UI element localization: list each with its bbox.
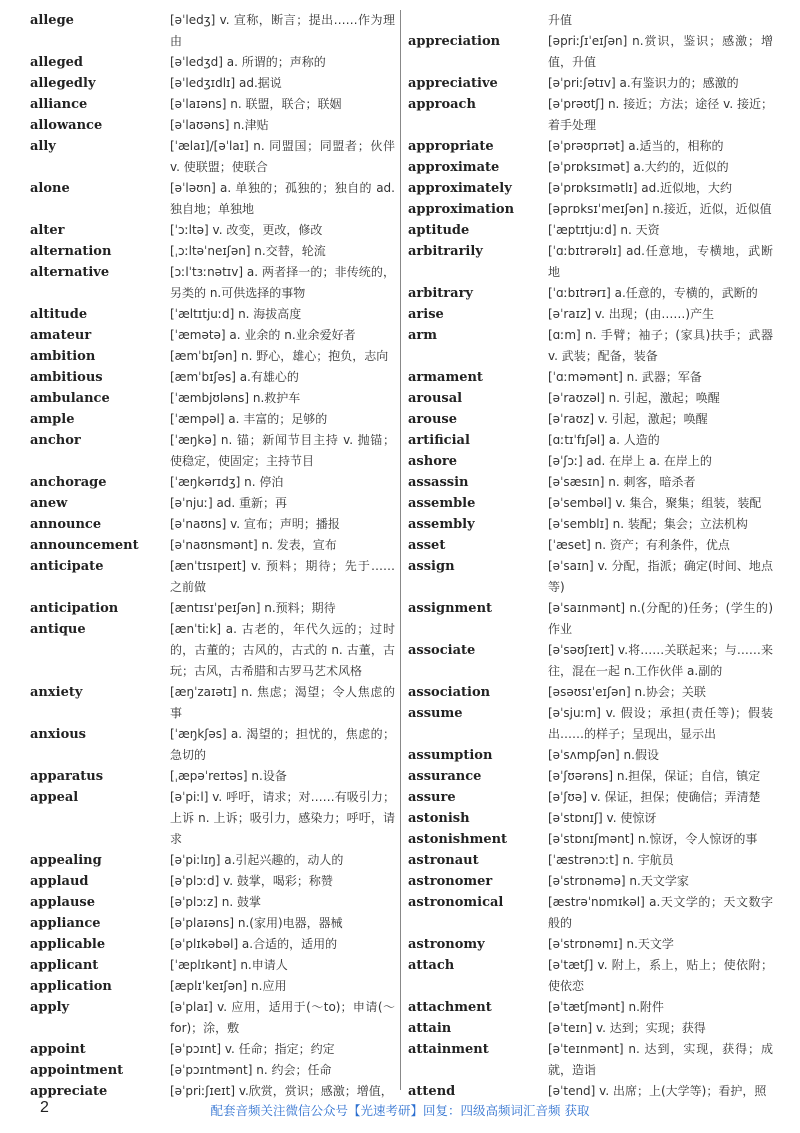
entry-word: assurance [408,769,482,784]
entry-word: associate [408,643,476,658]
entry-definition: [æplɪˈkeɪʃən] n.应用 [170,979,287,993]
entry-definition: [əˈsʌmpʃən] n.假设 [548,748,659,762]
entry-definition: [ˈɑːbɪtrərəlɪ] ad.任意地，专横地，武断地 [548,244,773,279]
dictionary-entry [408,409,773,430]
dictionary-entry [30,136,395,178]
entry-word: ally [30,139,56,154]
entry-word: aptitude [408,223,470,238]
entry-definition: [əpriːʃɪˈeɪʃən] n.赏识，鉴识；感激；增值，升值 [548,34,773,69]
dictionary-entry [30,787,395,850]
entry-definition: [ˈæplɪkənt] n.申请人 [170,958,288,972]
entry-definition: [ˈɑːbɪtrərɪ] a.任意的，专横的，武断的 [548,286,758,300]
entry-definition: [ˈɑːməmənt] n. 武器；军备 [548,370,702,384]
dictionary-entry [408,934,773,955]
entry-definition: [əˈsemblɪ] n. 装配；集会；立法机构 [548,517,748,531]
entry-definition: [əˈnaʊns] v. 宣布；声明；播报 [170,517,340,531]
entry-word: appropriate [408,139,494,154]
entry-word: astonishment [408,832,508,847]
dictionary-entry [30,430,395,472]
entry-definition: [əˈledʒ] v. 宣称，断言；提出……作为理由 [170,13,395,48]
dictionary-entry [408,514,773,535]
dictionary-entry [30,325,395,346]
entry-word: apply [30,1000,70,1015]
dictionary-entry [30,535,395,556]
entry-word: ample [30,412,75,427]
entry-word: announce [30,517,102,532]
dictionary-entry [30,556,395,598]
entry-word: attainment [408,1042,489,1057]
entry-definition: [əˈprɒksɪmət] a.大约的，近似的 [548,160,729,174]
dictionary-entry [30,388,395,409]
dictionary-entry [30,871,395,892]
page-number: 2 [40,1099,49,1116]
dictionary-entry [30,241,395,262]
entry-word: assemble [408,496,476,511]
entry-definition: [əˈlaɪəns] n. 联盟，联合；联姻 [170,97,342,111]
dictionary-entry [408,808,773,829]
entry-word: armament [408,370,483,385]
dictionary-entry [30,997,395,1039]
entry-definition: [əˈstrɒnəmə] n.天文学家 [548,874,689,888]
dictionary-entry [408,220,773,241]
dictionary-entry [408,31,773,73]
entry-word: appreciation [408,34,501,49]
entry-definition: [əˈpɔɪntmənt] n. 约会；任命 [170,1063,332,1077]
entry-word: alleged [30,55,84,70]
entry-word: arbitrary [408,286,473,301]
dictionary-entry [30,598,395,619]
entry-definition: [əˈtætʃ] v. 附上，系上，贴上；使依附；使依恋 [548,958,773,993]
entry-definition: [əˈʃʊə] v. 保证，担保；使确信；弄清楚 [548,790,761,804]
entry-word: altitude [30,307,88,322]
entry-word: assignment [408,601,493,616]
entry-word: applaud [30,874,89,889]
dictionary-entry [30,619,395,682]
entry-definition: [æmˈbɪʃəs] a.有雄心的 [170,370,299,384]
entry-word: alternative [30,265,110,280]
dictionary-entry [408,640,773,682]
dictionary-entry [30,724,395,766]
dictionary-entry [408,304,773,325]
entry-word: appreciative [408,76,498,91]
entry-definition: [əˈpriːʃɪeɪt] v.欣赏，赏识；感激；增值， [170,1084,393,1098]
dictionary-entry [408,598,773,640]
entry-word: arise [408,307,444,322]
entry-word: announcement [30,538,139,553]
dictionary-entry [408,94,773,136]
entry-definition: [ˈælaɪ]/[əˈlaɪ] n. 同盟国；同盟者；伙伴 v. 使联盟；使联合 [170,139,395,174]
entry-definition: [əˈteɪnmənt] n. 达到，实现，获得；成就，造诣 [548,1042,773,1077]
dictionary-entry [408,535,773,556]
dictionary-entry [30,262,395,304]
entry-word: applause [30,895,96,910]
dictionary-entry [408,199,773,220]
dictionary-entry [30,976,395,997]
dictionary-entry [30,892,395,913]
entry-word: appoint [30,1042,86,1057]
entry-word: assure [408,790,456,805]
entry-word: anew [30,496,68,511]
entry-word: allegedly [30,76,96,91]
entry-word: alliance [30,97,88,112]
audio-note: 配套音频关注微信公众号【光速考研】回复：四级高频词汇音频 获取 [210,1103,590,1118]
entry-definition: [ˈæmpəl] a. 丰富的；足够的 [170,412,328,426]
entry-definition: [əˈtætʃmənt] n.附件 [548,1000,664,1014]
entry-word: astronomer [408,874,493,889]
entry-definition: [ˈæmbjʊləns] n.救护车 [170,391,301,405]
entry-definition: [əˈstrɒnəmɪ] n.天文学 [548,937,674,951]
entry-word: appointment [30,1063,124,1078]
entry-definition: [əˈpɔɪnt] v. 任命；指定；约定 [170,1042,335,1056]
entry-definition: [əˈsjuːm] v. 假设；承担(责任等)；假装出……的样子；呈现出，显示出 [548,706,773,741]
entry-definition: [əˈprɒksɪmətlɪ] ad.近似地，大约 [548,181,733,195]
entry-definition: [əˈsaɪn] v. 分配，指派；确定(时间、地点等) [548,559,773,594]
dictionary-entry [30,115,395,136]
entry-word: assume [408,706,463,721]
entry-word: anxious [30,727,87,742]
entry-definition: [əˈraɪz] v. 出现；(由……)产生 [548,307,715,321]
entry-word: amateur [30,328,92,343]
entry-definition: [ˈɔːltə] v. 改变，更改，修改 [170,223,323,237]
entry-word: astronomy [408,937,485,952]
entry-word: antique [30,622,86,637]
left-column [30,10,395,1102]
entry-word: arouse [408,412,457,427]
dictionary-entry [30,682,395,724]
entry-word: attachment [408,1000,492,1015]
column-divider [400,10,401,1090]
entry-definition: [əprɒksɪˈmeɪʃən] n.接近，近似，近似值 [548,202,772,216]
entry-definition: [əˈraʊzəl] n. 引起，激起；唤醒 [548,391,720,405]
entry-definition: [əˈstɒnɪʃmənt] n.惊讶，令人惊讶的事 [548,832,758,846]
dictionary-entry [408,556,773,598]
dictionary-entry [408,472,773,493]
dictionary-entry [408,745,773,766]
entry-definition: [æntɪsɪˈpeɪʃən] n.预料；期待 [170,601,336,615]
dictionary-entry [408,73,773,94]
entry-word: application [30,979,112,994]
entry-definition: [əˈplɔːd] v. 鼓掌，喝彩；称赞 [170,874,333,888]
entry-definition: [ænˈtiːk] a. 古老的，年代久远的；过时的，古董的；古风的，古式的 n. 古董，古玩；古风，古希腊和古罗马艺术风格 [170,622,395,678]
dictionary-entry [30,493,395,514]
dictionary-entry [408,325,773,367]
entry-word: astronomical [408,895,504,910]
entry-definition: [æmˈbɪʃən] n. 野心，雄心；抱负，志向 [170,349,389,363]
dictionary-entry [408,430,773,451]
dictionary-entry [30,10,395,52]
dictionary-entry [30,409,395,430]
dictionary-entry [30,934,395,955]
entry-word: anticipation [30,601,119,616]
entry-definition: [əˈnaʊnsmənt] n. 发表，宣布 [170,538,337,552]
dictionary-entry [408,451,773,472]
entry-word: arbitrarily [408,244,483,259]
dictionary-entry [408,955,773,997]
entry-definition: [ˈæstrənɔːt] n. 宇航员 [548,853,674,867]
entry-word: alter [30,223,65,238]
entry-word: ambulance [30,391,110,406]
entry-definition: [əˈpriːʃətɪv] a.有鉴识力的；感激的 [548,76,739,90]
entry-definition: [əˈsæsɪn] n. 刺客，暗杀者 [548,475,696,489]
dictionary-entry [30,766,395,787]
dictionary-entry [408,367,773,388]
entry-definition: [ˈæltɪtjuːd] n. 海拔高度 [170,307,302,321]
entry-definition: [əˈpiːl] v. 呼吁，请求；对……有吸引力；上诉 n. 上诉；吸引力，感染力；呼吁，请求 [170,790,395,846]
dictionary-entry [408,871,773,892]
entry-word: astonish [408,811,470,826]
dictionary-entry [30,913,395,934]
dictionary-entry [30,94,395,115]
dictionary-entry [408,1039,773,1081]
entry-definition: [ˈæŋkərɪdʒ] n. 停泊 [170,475,284,489]
entry-definition: [əˈplaɪ] v. 应用，适用于(～to)；申请(～for)；涂，敷 [170,1000,395,1035]
continuation-text: 升值 [548,13,573,27]
entry-word: alone [30,181,70,196]
entry-word: approximate [408,160,500,175]
entry-definition: [əˈprəʊprɪət] a.适当的，相称的 [548,139,724,153]
entry-definition: [ˈæŋkə] n. 锚；新闻节目主持 v. 抛锚；使稳定，使固定；主持节目 [170,433,395,468]
entry-definition: [ˈæset] n. 资产；有利条件，优点 [548,538,730,552]
entry-word: alternation [30,244,112,259]
entry-definition: [æŋˈzaɪətɪ] n. 焦虑；渴望；令人焦虑的事 [170,685,395,720]
entry-word: astronaut [408,853,479,868]
dictionary-entry [408,157,773,178]
dictionary-entry [408,850,773,871]
entry-definition: [əˈledʒd] a. 所谓的；声称的 [170,55,326,69]
dictionary-entry [408,136,773,157]
entry-definition: [əˈnjuː] ad. 重新；再 [170,496,288,510]
entry-word: attend [408,1084,456,1099]
entry-definition: [ˈæptɪtjuːd] n. 天资 [548,223,660,237]
dictionary-entry [30,304,395,325]
entry-word: anchorage [30,475,107,490]
entry-word: anchor [30,433,81,448]
dictionary-entry [408,682,773,703]
dictionary-entry [408,241,773,283]
entry-definition: [əˈpiːlɪŋ] a.引起兴趣的，动人的 [170,853,344,867]
dictionary-entry [408,1018,773,1039]
entry-definition: [əˈstɒnɪʃ] v. 使惊讶 [548,811,657,825]
dictionary-entry [408,703,773,745]
entry-word: appreciate [30,1084,108,1099]
dictionary-entry [30,850,395,871]
dictionary-entry [30,367,395,388]
dictionary-entry [408,997,773,1018]
dictionary-entry [30,220,395,241]
entry-word: approximately [408,181,512,196]
entry-word: arousal [408,391,463,406]
dictionary-entry [408,1081,773,1102]
entry-definition: [əˈsaɪnmənt] n.(分配的)任务；(学生的)作业 [548,601,773,636]
entry-word: applicable [30,937,106,952]
entry-word: attach [408,958,455,973]
entry-definition: [ˈæŋkʃəs] a. 渴望的；担忧的，焦虑的；急切的 [170,727,395,762]
entry-word: anxiety [30,685,83,700]
entry-definition: [əˈtend] v. 出席；上(大学等)；看护，照 [548,1084,767,1098]
dictionary-entry [30,73,395,94]
entry-definition: [əˈteɪn] v. 达到；实现；获得 [548,1021,706,1035]
dictionary-entry [30,514,395,535]
dictionary-entry [30,178,395,220]
dictionary-entry [30,472,395,493]
entry-definition: [əˈprəʊtʃ] n. 接近；方法；途径 v. 接近；着手处理 [548,97,773,132]
entry-definition: [ˌɔːltəˈneɪʃən] n.交替，轮流 [170,244,326,258]
dictionary-entry [30,1060,395,1081]
entry-definition: [əsəʊsɪˈeɪʃən] n.协会；关联 [548,685,706,699]
entry-word: assassin [408,475,469,490]
entry-definition: [əˈsembəl] v. 集合，聚集；组装，装配 [548,496,762,510]
dictionary-entry [30,955,395,976]
entry-word: artificial [408,433,470,448]
entry-definition: [əˈledʒɪdlɪ] ad.据说 [170,76,282,90]
entry-word: arm [408,328,438,343]
entry-definition: [ɑːtɪˈfɪʃəl] a. 人造的 [548,433,660,447]
entry-definition: [əˈplɪkəbəl] a.合适的，适用的 [170,937,338,951]
entry-definition: [əˈplɔːz] n. 鼓掌 [170,895,261,909]
entry-definition: [æstrəˈnɒmɪkəl] a.天文学的；天文数字般的 [548,895,773,930]
dictionary-entry [30,1081,395,1102]
entry-definition: [əˈʃʊərəns] n.担保，保证；自信，镇定 [548,769,761,783]
entry-word: appeal [30,790,79,805]
entry-definition: [ænˈtɪsɪpeɪt] v. 预料；期待；先于……之前做 [170,559,395,594]
entry-word: ambition [30,349,96,364]
entry-definition: [ɔːlˈtɜːnətɪv] a. 两者择一的；非传统的，另类的 n.可供选择的事物 [170,265,395,300]
entry-word: allowance [30,118,103,133]
entry-definition: [əˈplaɪəns] n.(家用)电器，器械 [170,916,343,930]
right-column [408,10,773,1102]
entry-word: applicant [30,958,99,973]
entry-definition: [əˈləʊn] a. 单独的；孤独的；独自的 ad. 独自地；单独地 [170,181,395,216]
entry-word: allege [30,13,74,28]
dictionary-entry [30,52,395,73]
dictionary-entry [408,283,773,304]
entry-definition: [əˈsəʊʃɪeɪt] v.将……关联起来；与……来往，混在一起 n.工作伙伴 a.副的 [548,643,773,678]
dictionary-entry [408,829,773,850]
dictionary-entry [408,892,773,934]
dictionary-entry [30,346,395,367]
dictionary-entry [408,178,773,199]
entry-word: assign [408,559,455,574]
entry-word: approach [408,97,476,112]
entry-word: appealing [30,853,102,868]
entry-word: anticipate [30,559,104,574]
entry-definition: [ˌæpəˈreɪtəs] n.设备 [170,769,287,783]
dictionary-entry [408,388,773,409]
dictionary-entry [30,1039,395,1060]
dictionary-entry [408,766,773,787]
entry-definition: [əˈraʊz] v. 引起，激起；唤醒 [548,412,708,426]
entry-word: ashore [408,454,457,469]
entry-definition: [əˈʃɔː] ad. 在岸上 a. 在岸上的 [548,454,712,468]
entry-word: apparatus [30,769,104,784]
entry-definition: [ɑːm] n. 手臂；袖子；(家具)扶手；武器 v. 武装；配备，装备 [548,328,773,363]
dictionary-entry [408,493,773,514]
entry-definition: [ˈæmətə] a. 业余的 n.业余爱好者 [170,328,356,342]
entry-word: approximation [408,202,515,217]
dictionary-entry [408,787,773,808]
entry-word: appliance [30,916,101,931]
entry-word: association [408,685,491,700]
entry-word: attain [408,1021,452,1036]
entry-word: assembly [408,517,475,532]
entry-word: ambitious [30,370,103,385]
entry-definition: [əˈlaʊəns] n.津贴 [170,118,269,132]
entry-word: asset [408,538,446,553]
entry-word: assumption [408,748,493,763]
